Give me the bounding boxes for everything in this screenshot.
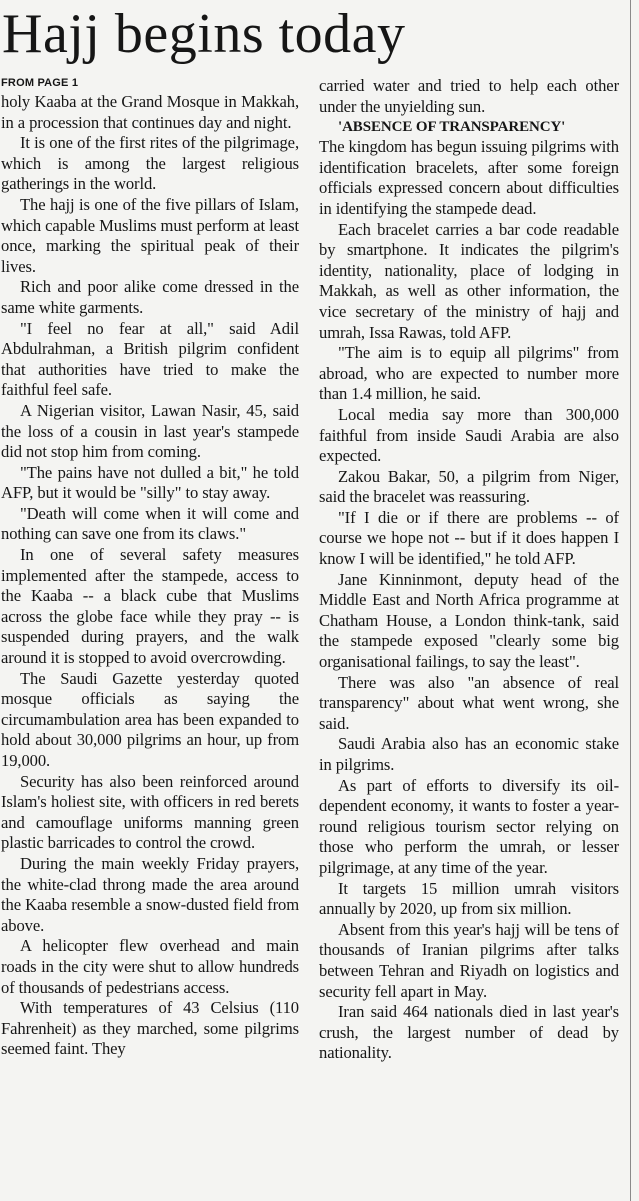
- paragraph: A helicopter flew overhead and main roads in the city were shut to allow hundreds of thousands of pedestrians access.: [1, 936, 299, 997]
- headline: Hajj begins today: [2, 3, 406, 65]
- paragraph: The kingdom has begun issuing pilgrims with identification bracelets, after some foreign officials expressed concern about difficulties in identifying the stampede dead.: [319, 137, 619, 218]
- paragraph: Security has also been reinforced around Islam's holiest site, with officers in red berets and camouflage uniforms manning green plastic barricades to control the crowd.: [1, 771, 299, 853]
- paragraph: Local media say more than 300,000 faithful from inside Saudi Arabia are also expected.: [319, 404, 619, 466]
- from-page-kicker: FROM PAGE 1: [1, 77, 79, 89]
- paragraph: It is one of the first rites of the pilgrimage, which is among the largest religious gatherings in the world.: [1, 133, 299, 194]
- paragraph: "If I die or if there are problems -- of course we hope not -- but if it does happen I know I will be identified," he told AFP.: [319, 507, 619, 569]
- subheading: 'ABSENCE OF TRANSPARENCY': [338, 119, 566, 136]
- page-edge-divider: [630, 0, 631, 1201]
- paragraph: The hajj is one of the five pillars of Islam, which capable Muslims must perform at least once, marking the spiritual peak of their lives.: [1, 194, 300, 276]
- paragraph: A Nigerian visitor, Lawan Nasir, 45, said the loss of a cousin in last year's stampede did not stop him from coming.: [1, 400, 299, 462]
- paragraph: It targets 15 million umrah visitors annually by 2020, up from six million.: [319, 878, 619, 919]
- paragraph: The Saudi Gazette yesterday quoted mosque officials as saying the circumambulation area has been expanded to hold about 30,000 pilgrims an hour, up from 19,000.: [1, 668, 299, 770]
- paragraph: Zakou Bakar, 50, a pilgrim from Niger, said the bracelet was reassuring.: [319, 466, 619, 507]
- paragraph: Iran said 464 nationals died in last year's crush, the largest number of dead by nationality.: [319, 1002, 619, 1063]
- paragraph: Saudi Arabia also has an economic stake in pilgrims.: [319, 734, 619, 774]
- paragraph: "Death will come when it will come and nothing can save one from its claws.": [1, 503, 299, 544]
- paragraph: "I feel no fear at all," said Adil Abdulrahman, a British pilgrim confident that authorities have tried to make the faithful feel safe.: [1, 318, 299, 400]
- paragraph: In one of several safety measures implemented after the stampede, access to the Kaaba -- a black cube that Muslims across the globe face while they pray -- is suspended during prayers, and the walk around it is stopped to avoid overcrowding.: [1, 545, 299, 668]
- paragraph: With temperatures of 43 Celsius (110 Fahrenheit) as they marched, some pilgrims seemed faint. They: [1, 998, 299, 1059]
- paragraph: holy Kaaba at the Grand Mosque in Makkah, in a procession that continues day and night.: [1, 92, 299, 132]
- paragraph: Absent from this year's hajj will be tens of thousands of Iranian pilgrims after talks between Tehran and Riyadh on logistics and security fell apart in May.: [319, 919, 619, 1001]
- paragraph: "The pains have not dulled a bit," he told AFP, but it would be "silly" to stay away.: [1, 462, 299, 503]
- paragraph: Each bracelet carries a bar code readable by smartphone. It indicates the pilgrim's identity, nationality, place of lodging in Makkah, as well as other information, the vice secretary of the ministry of hajj and umrah, Issa Rawas, told AFP.: [319, 219, 619, 342]
- paragraph: During the main weekly Friday prayers, the white-clad throng made the area around the Kaaba resemble a snow-dusted field from above.: [1, 853, 299, 935]
- article-column-right: [319, 76, 619, 1064]
- paragraph: As part of efforts to diversify its oil-dependent economy, it wants to foster a year-round religious tourism sector relying on those who perform the umrah, or lesser pilgrimage, at any time of the year.: [319, 775, 619, 877]
- paragraph: Jane Kinninmont, deputy head of the Middle East and North Africa programme at Chatham House, a London think-tank, said the stampede exposed "clearly some big organisational failings, to say the least".: [319, 569, 619, 672]
- paragraph: There was also "an absence of real transparency" about what went wrong, she said.: [319, 672, 619, 733]
- paragraph: "The aim is to equip all pilgrims" from abroad, who are expected to number more than 1.4 million, he said.: [319, 343, 619, 404]
- paragraph: Rich and poor alike come dressed in the same white garments.: [1, 277, 299, 317]
- article-column-left: [1, 76, 299, 1060]
- paragraph: carried water and tried to help each other under the unyielding sun.: [319, 76, 619, 116]
